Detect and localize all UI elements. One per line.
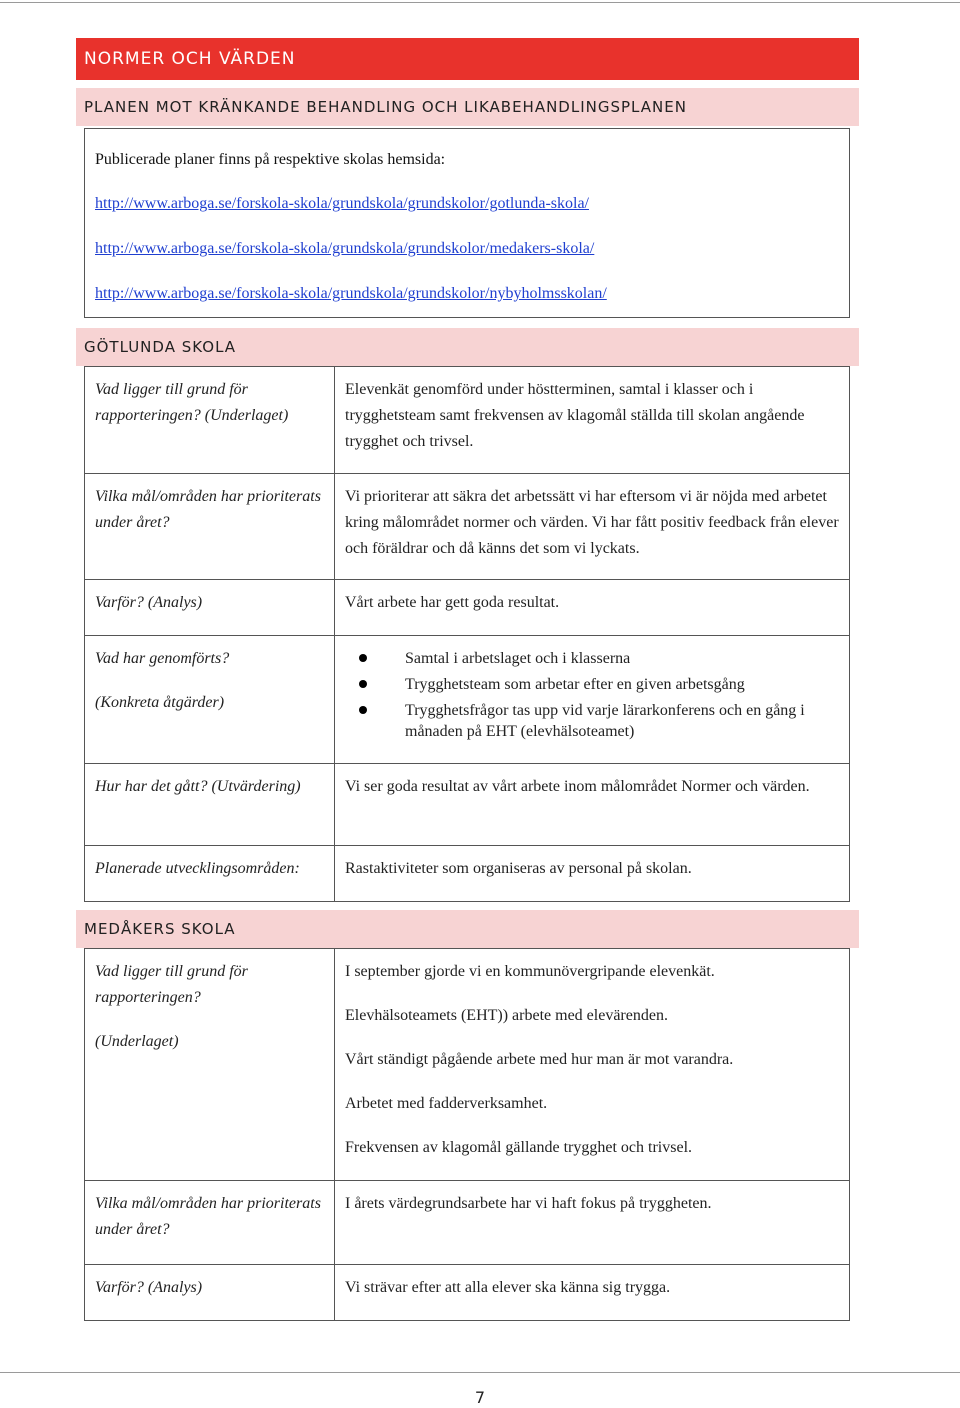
- answer-text: Elevenkät genomförd under höstterminen, samtal i klasser och i trygghetsteam samt frekvensen av klagomål ställda till skolan angående trygghet och trivsel.: [345, 381, 805, 450]
- question-text: Varför? (Analys): [95, 594, 203, 611]
- table-row: [85, 474, 850, 580]
- table-row: [85, 367, 850, 474]
- question-cell: [85, 1265, 335, 1321]
- page-number: 7: [474, 1388, 486, 1407]
- plan-box: [84, 128, 850, 318]
- answer-text: Vi strävar efter att alla elever ska känna sig trygga.: [345, 1279, 671, 1296]
- table-row: [85, 636, 850, 764]
- answer-cell: [335, 367, 850, 474]
- answer-cell: [335, 949, 850, 1181]
- question-cell: [85, 367, 335, 474]
- answer-text: Rastaktiviteter som organiseras av personal på skolan.: [345, 860, 692, 877]
- question-text: Hur har det gått? (Utvärdering): [95, 778, 301, 795]
- list-item: Trygghetsfrågor tas upp vid varje lärarkonferens och en gång i månaden på EHT (elevhälsoteamet): [405, 700, 839, 742]
- top-rule: [0, 2, 960, 3]
- answer-text: I årets värdegrundsarbete har vi haft fokus på tryggheten.: [345, 1195, 712, 1212]
- question-subtext: (Konkreta åtgärder): [95, 694, 225, 711]
- answer-cell: [335, 580, 850, 636]
- question-cell: [85, 580, 335, 636]
- table-row: [85, 580, 850, 636]
- table-row: [85, 846, 850, 902]
- link-nybyholm[interactable]: http://www.arboga.se/forskola-skola/grundskola/grundskolor/nybyholmsskolan/: [95, 285, 607, 302]
- question-subtext: (Underlaget): [95, 1033, 179, 1050]
- link-gotlunda[interactable]: http://www.arboga.se/forskola-skola/grundskola/grundskolor/gotlunda-skola/: [95, 195, 589, 212]
- plan-heading: PLANEN MOT KRÄNKANDE BEHANDLING OCH LIKABEHANDLINGSPLANEN: [76, 88, 859, 126]
- answer-cell: [335, 1265, 850, 1321]
- answer-cell: [335, 474, 850, 580]
- plan-intro: Publicerade planer finns på respektive skolas hemsida:: [95, 151, 446, 168]
- question-text: Vad har genomförts?: [95, 650, 230, 667]
- answer-text: Vårt arbete har gett goda resultat.: [345, 594, 560, 611]
- section-title: NORMER OCH VÄRDEN: [76, 38, 859, 80]
- list-item: Trygghetsteam som arbetar efter en given arbetsgång: [405, 674, 839, 695]
- question-cell: [85, 949, 335, 1181]
- question-cell: [85, 474, 335, 580]
- answer-cell: [335, 764, 850, 846]
- actions-list: [345, 648, 839, 742]
- question-text: Vad ligger till grund för rapporteringen?: [95, 963, 248, 1006]
- question-cell: [85, 1181, 335, 1265]
- table-row: [85, 949, 850, 1181]
- gotlunda-heading: GÖTLUNDA SKOLA: [76, 328, 859, 366]
- question-text: Planerade utvecklingsområden:: [95, 860, 300, 877]
- question-text: Vilka mål/områden har prioriterats under året?: [95, 488, 321, 531]
- answer-text: Frekvensen av klagomål gällande trygghet och trivsel.: [345, 1139, 693, 1156]
- table-row: [85, 1181, 850, 1265]
- link-medakers[interactable]: http://www.arboga.se/forskola-skola/grundskola/grundskolor/medakers-skola/: [95, 240, 595, 257]
- question-cell: [85, 846, 335, 902]
- answer-text: Vi prioriterar att säkra det arbetssätt vi har eftersom vi är nöjda med arbetet kring målområdet normer och värden. Vi har fått positiv feedback från elever och föräldrar och då känns det som vi lyckats.: [345, 488, 839, 557]
- question-text: Varför? (Analys): [95, 1279, 203, 1296]
- answer-text: Elevhälsoteamets (EHT)) arbete med elevärenden.: [345, 1007, 668, 1024]
- answer-cell: [335, 846, 850, 902]
- medakers-table: [84, 948, 850, 1321]
- answer-text: Vårt ständigt pågående arbete med hur man är mot varandra.: [345, 1051, 734, 1068]
- question-text: Vad ligger till grund för rapporteringen? (Underlaget): [95, 381, 289, 424]
- answer-text: Vi ser goda resultat av vårt arbete inom målområdet Normer och värden.: [345, 778, 810, 795]
- answer-text: I september gjorde vi en kommunövergripande elevenkät.: [345, 963, 715, 980]
- list-item: Samtal i arbetslaget och i klasserna: [405, 648, 839, 669]
- question-cell: [85, 764, 335, 846]
- bottom-rule: [0, 1372, 960, 1373]
- table-row: [85, 1265, 850, 1321]
- answer-cell: [335, 636, 850, 764]
- table-row: [85, 764, 850, 846]
- medakers-heading: MEDÅKERS SKOLA: [76, 910, 859, 948]
- question-text: Vilka mål/områden har prioriterats under året?: [95, 1195, 321, 1238]
- gotlunda-table: [84, 366, 850, 902]
- question-cell: [85, 636, 335, 764]
- answer-text: Arbetet med fadderverksamhet.: [345, 1095, 548, 1112]
- answer-cell: [335, 1181, 850, 1265]
